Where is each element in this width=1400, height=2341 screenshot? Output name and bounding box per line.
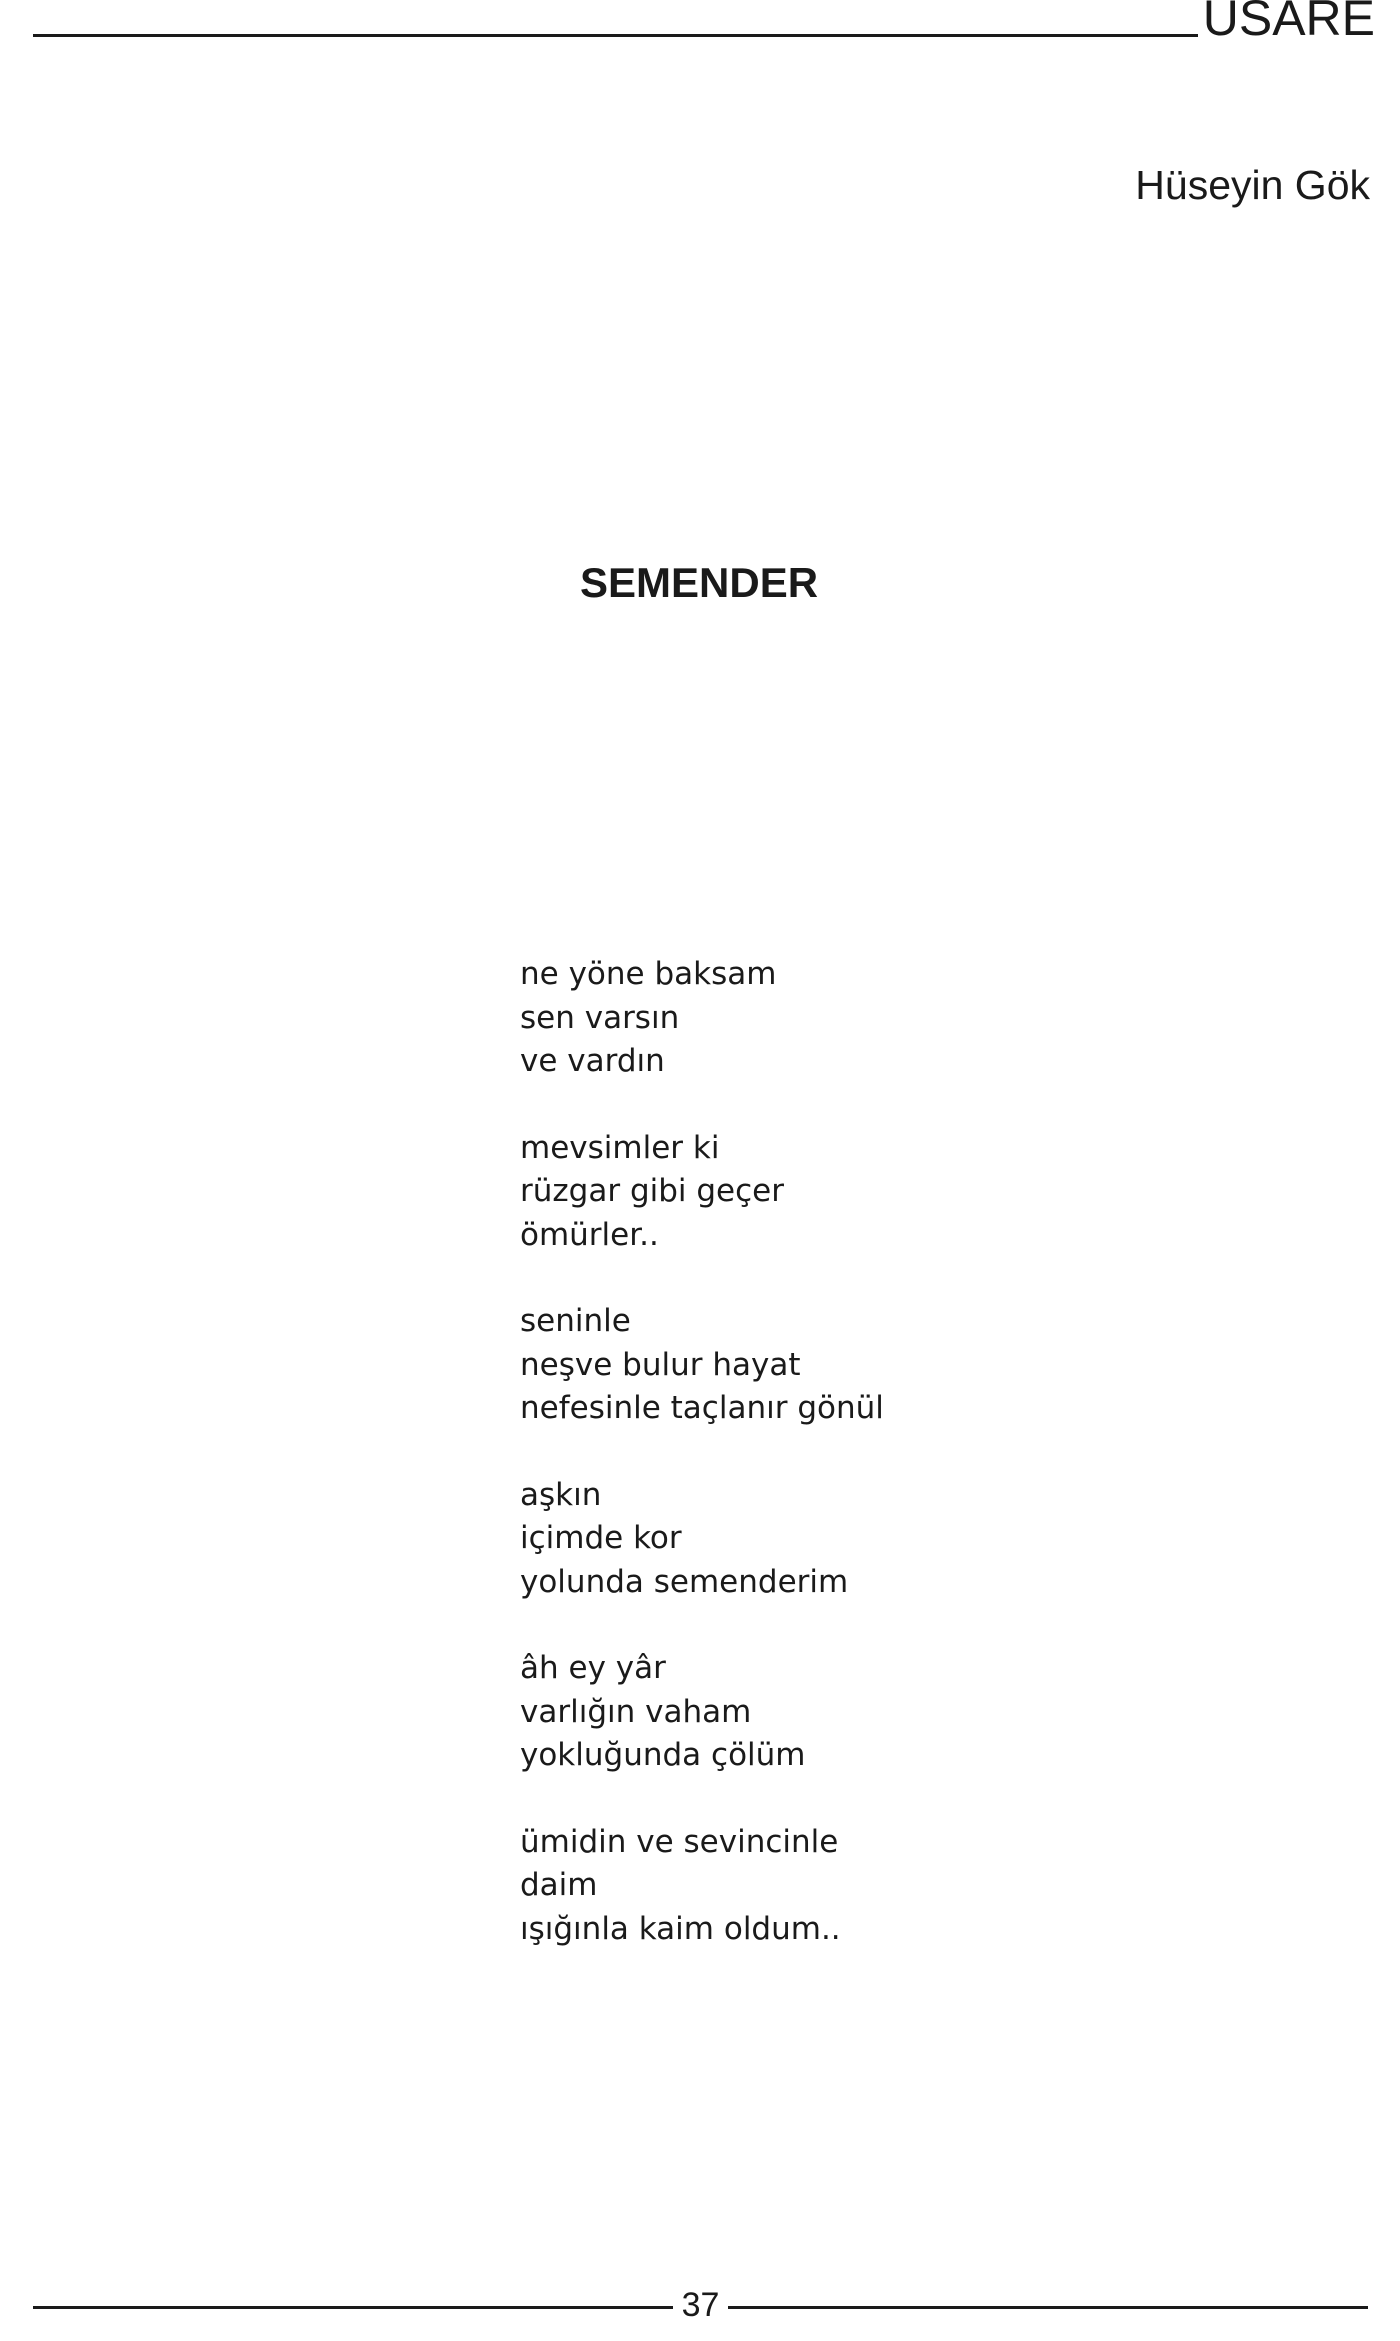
poem-title: SEMENDER [580, 559, 819, 606]
stanza [520, 953, 884, 1084]
poem-line: sen varsın [520, 999, 680, 1036]
poem-line: rüzgar gibi geçer [520, 1173, 784, 1209]
poem-body [520, 953, 884, 1994]
stanza [520, 1474, 884, 1605]
stanza [520, 1300, 884, 1431]
poem-line: âh ey yâr [520, 1650, 666, 1686]
poem-line: mevsimler ki [520, 1129, 720, 1166]
poem-line: içimde kor [520, 1520, 682, 1556]
journal-title: USARE [1202, 0, 1375, 46]
stanza [520, 1127, 884, 1258]
footer-rule-right [728, 2306, 1368, 2309]
poem-line: nefesinle taçlanır gönül [520, 1390, 884, 1426]
poem-line: aşkın [520, 1476, 602, 1513]
author-name: Hüseyin Gök [1135, 162, 1370, 208]
poem-line: neşve bulur hayat [520, 1346, 801, 1383]
poem-line: varlığın vaham [520, 1693, 752, 1730]
poem-line: yokluğunda çölüm [520, 1737, 806, 1773]
page-number: 37 [681, 2286, 720, 2324]
poem-line: ümidin ve sevincinle [520, 1823, 839, 1860]
poem-line: yolunda semenderim [520, 1563, 849, 1600]
stanza [520, 1821, 884, 1952]
poem-line: ve vardın [520, 1043, 665, 1079]
footer-rule-left [33, 2306, 673, 2309]
stanza [520, 1647, 884, 1778]
header-rule [33, 34, 1198, 37]
poem-line: seninle [520, 1303, 631, 1339]
poem-line: ışığınla kaim oldum.. [520, 1910, 841, 1947]
poem-line: daim [520, 1867, 598, 1903]
poem-line: ömürler.. [520, 1216, 659, 1253]
poem-line: ne yöne baksam [520, 956, 777, 992]
